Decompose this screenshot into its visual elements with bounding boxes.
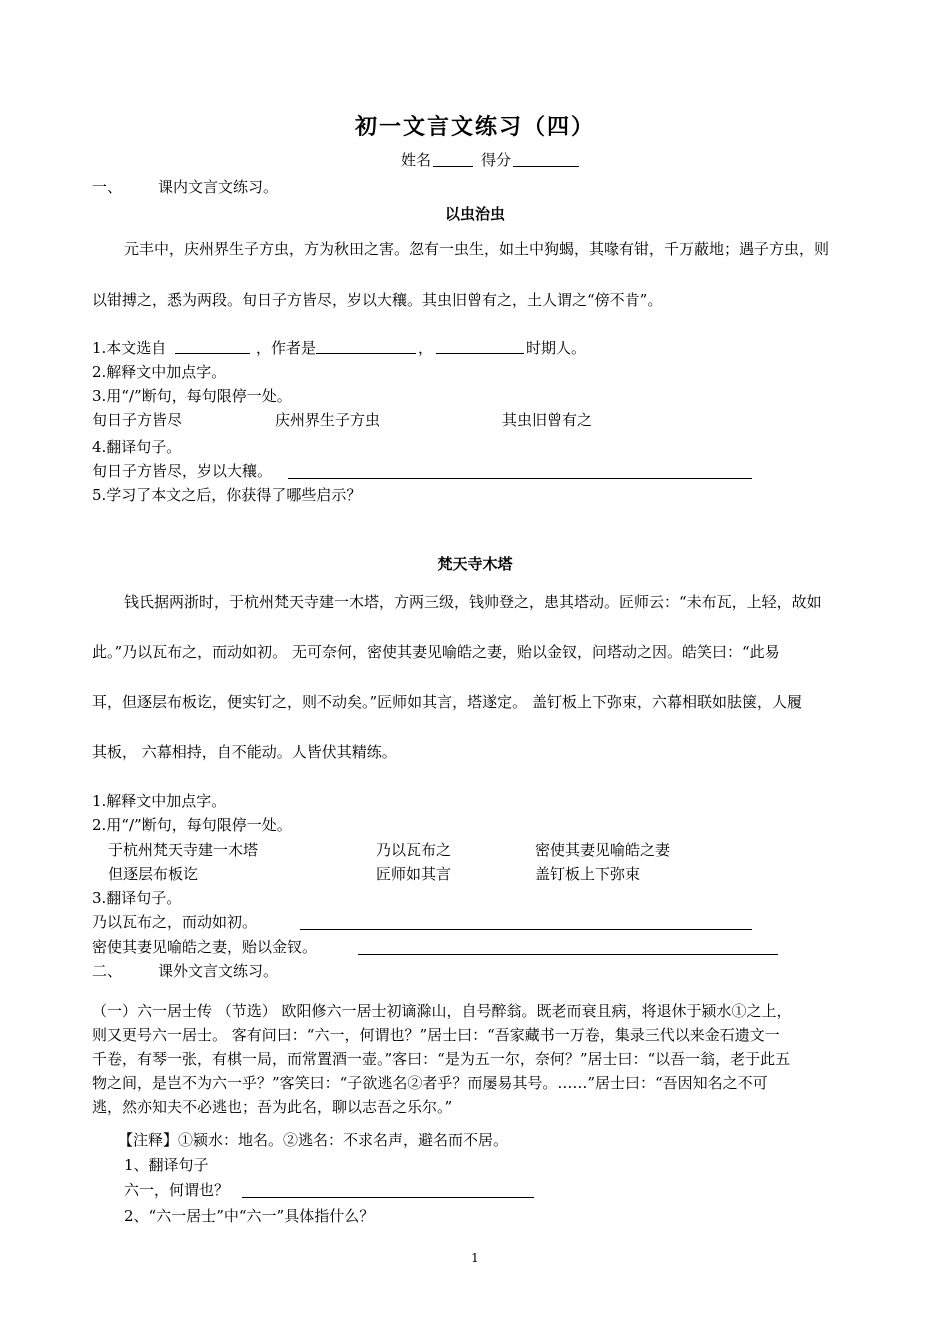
section2-passage-line: 物之间，是岂不为六一乎？”客笑曰：“子欲逃名②者乎？而屡易其号。……”居士曰：“吾因知名之不可 [92, 1074, 768, 1092]
section2-passage-line: 则又更号六一居士。 客有问曰：“六一，何谓也？”居士曰：“吾家藏书一万卷，集录三代以来金石遗文一 [92, 1026, 780, 1044]
s2-q2: 2、“六一居士”中“六一”具体指什么？ [124, 1207, 375, 1225]
p2-q2-item: 但逐层布板讫 [108, 865, 199, 883]
p1-q1-part: 1.本文选自 [92, 339, 167, 357]
p2-q3-sentence: 密使其妻见喻皓之妻，贻以金钗。 [92, 938, 318, 956]
p2-q2-item: 乃以瓦布之 [376, 841, 452, 859]
p1-q4-sentence: 旬日子方皆尽，岁以大穰。 [92, 462, 273, 480]
p1-q3: 3.用“/”断句，每句限停一处。 [92, 387, 292, 405]
name-blank[interactable] [433, 166, 473, 167]
passage1-line: 以钳搏之，悉为两段。旬日子方皆尽，岁以大穰。其虫旧曾有之，土人谓之“傍不肯”。 [92, 291, 663, 309]
p1-q1-blank[interactable] [175, 353, 250, 354]
page-title: 初一文言文练习（四） [354, 114, 595, 140]
section2-number: 二、 [92, 962, 123, 980]
p2-q2-item: 盖钉板上下弥束 [535, 865, 641, 883]
section2-passage-line: 千卷，有琴一张，有棋一局，而常置酒一壶。”客曰：“是为五一尔，奈何？”居士曰：“以吾一翁，老于此五 [92, 1050, 791, 1068]
score-label: 得分 [481, 151, 512, 169]
page-number: 1 [471, 1251, 479, 1265]
passage2-line: 耳，但逐层布板讫，便实钉之，则不动矣。”匠师如其言，塔遂定。 盖钉板上下弥束，六幕相联如胠箧，人履 [92, 693, 802, 711]
p1-q4-blank[interactable] [288, 478, 752, 479]
p1-q1-part: ， [418, 339, 434, 357]
p1-q2: 2.解释文中加点字。 [92, 363, 227, 381]
section1-heading: 课内文言文练习。 [158, 178, 279, 196]
passage2-line: 此。”乃以瓦布之，而动如初。 无可奈何，密使其妻见喻皓之妻，贻以金钗，问塔动之因。皓笑曰：“此易 [92, 643, 780, 661]
s2-q1-blank[interactable] [242, 1197, 534, 1198]
p2-q3-blank[interactable] [358, 954, 778, 955]
p1-q3-item: 庆州界生子方虫 [275, 411, 381, 429]
p1-q1-blank[interactable] [316, 353, 416, 354]
p1-q1-part: ，作者是 [256, 339, 317, 357]
p1-q1-blank[interactable] [436, 353, 524, 354]
p1-q5: 5.学习了本文之后，你获得了哪些启示？ [92, 486, 362, 504]
p1-q1-part: 时期人。 [526, 339, 587, 357]
name-label: 姓名 [401, 151, 432, 169]
p2-q2-item: 密使其妻见喻皓之妻 [535, 841, 671, 859]
p2-q3-sentence: 乃以瓦布之，而动如初。 [92, 913, 258, 931]
passage1-title: 以虫治虫 [444, 205, 505, 223]
p2-q3-blank[interactable] [300, 929, 752, 930]
p2-q3: 3.翻译句子。 [92, 889, 182, 907]
score-blank[interactable] [513, 166, 579, 167]
p2-q1: 1.解释文中加点字。 [92, 792, 227, 810]
passage2-line: 钱氏据两浙时，于杭州梵天寺建一木塔，方两三级，钱帅登之，患其塔动。匠师云：“未布瓦，上轻，故如 [124, 593, 822, 611]
passage1-line: 元丰中，庆州界生子方虫，方为秋田之害。忽有一虫生，如土中狗蝎，其喙有钳，千万蔽地；遇子方虫，则 [124, 240, 830, 258]
section2-heading: 课外文言文练习。 [158, 962, 279, 980]
passage2-title: 梵天寺木塔 [437, 555, 513, 573]
section2-passage-line: 逃，然亦知夫不必逃也；吾为此名，聊以志吾之乐尔。” [92, 1098, 453, 1116]
section2-passage-line: （一）六一居士传 （节选） 欧阳修六一居士初谪滁山，自号醉翁。既老而衰且病，将退休于颍水①之上， [92, 1002, 792, 1020]
p2-q2-item: 匠师如其言 [376, 865, 452, 883]
passage2-line: 其板， 六幕相持，自不能动。人皆伏其精练。 [92, 743, 397, 761]
p1-q3-item: 其虫旧曾有之 [502, 411, 593, 429]
p2-q2-item: 于杭州梵天寺建一木塔 [108, 841, 259, 859]
section2-note: 【注释】①颍水：地名。②逃名：不求名声，避名而不居。 [118, 1131, 509, 1149]
p2-q2: 2.用“/”断句，每句限停一处。 [92, 816, 292, 834]
s2-q1-sentence: 六一，何谓也？ [124, 1181, 230, 1199]
section1-number: 一、 [92, 178, 123, 196]
p1-q4: 4.翻译句子。 [92, 438, 182, 456]
p1-q3-item: 旬日子方皆尽 [92, 411, 183, 429]
s2-q1: 1、翻译句子 [124, 1156, 209, 1174]
